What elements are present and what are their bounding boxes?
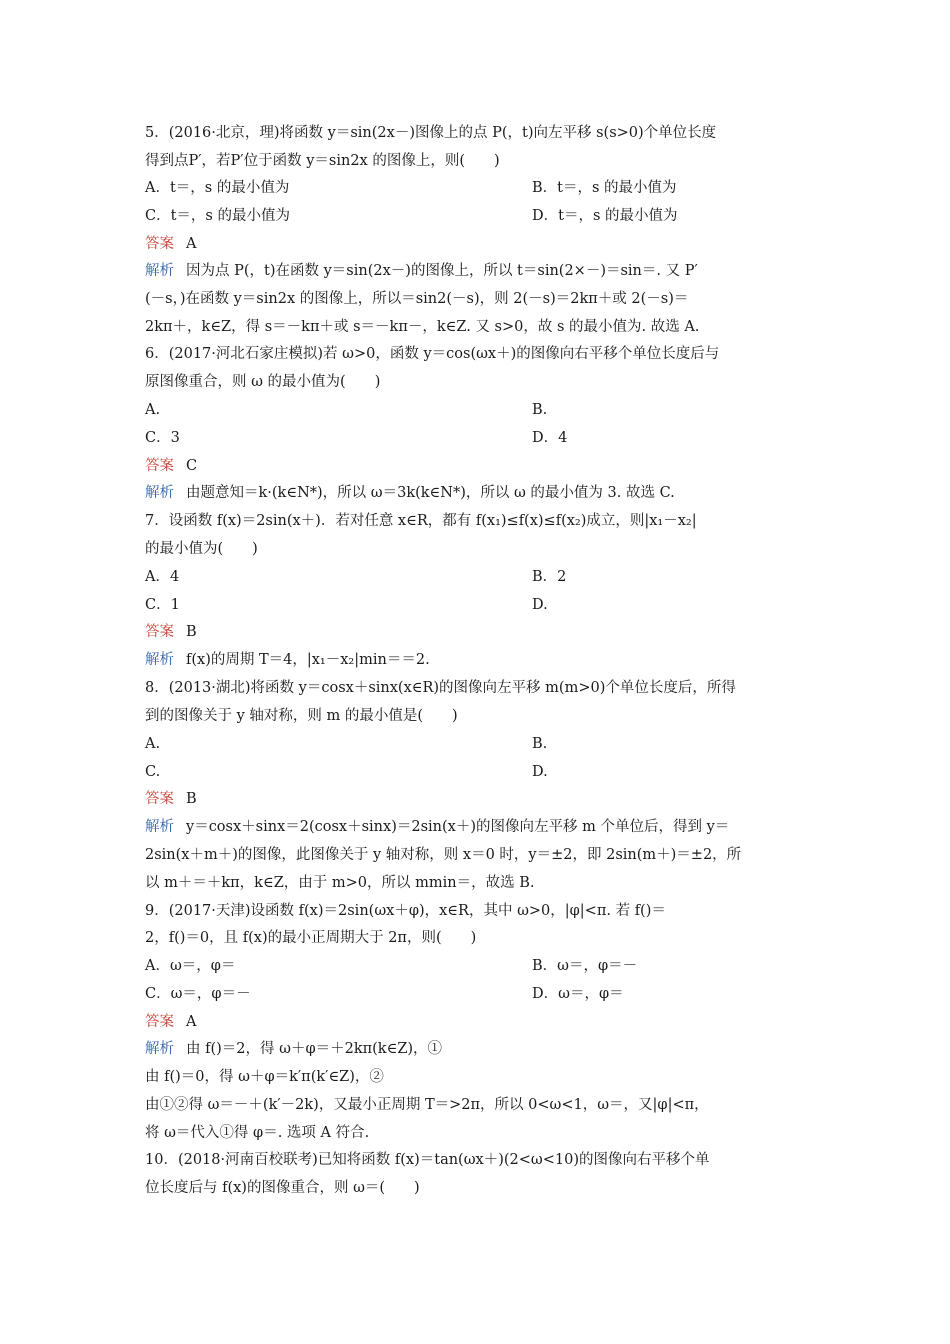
q9-option-d: D．ω＝，φ＝	[532, 986, 624, 1002]
q9-answer-line	[145, 1012, 196, 1032]
q6-answer-line	[145, 456, 197, 476]
q7-answer-value: B	[186, 624, 197, 640]
q8-answer-line	[145, 789, 197, 809]
q5-option-b: B．t＝，s 的最小值为	[532, 180, 677, 196]
q5-stem-line1: 5．(2016·北京，理)将函数 y＝sin(2x－)图像上的点 P(，t)向左平移 s(s>0)个单位长度	[145, 125, 717, 141]
q7-stem-line1: 7．设函数 f(x)＝2sin(x＋)．若对任意 x∈R，都有 f(x₁)≤f(x)≤f(x₂)成立，则|x₁－x₂|	[145, 513, 697, 529]
q8-solution-text1: y＝cosx＋sinx＝2(cosx＋sinx)＝2sin(x＋)的图像向左平移 m 个单位后，得到 y＝	[186, 819, 730, 835]
q5-option-d: D．t＝，s 的最小值为	[532, 208, 678, 224]
q7-option-b: B．2	[532, 569, 567, 585]
solution-label: 解析	[145, 485, 174, 501]
q5-solution-line2: (－s，)在函数 y＝sin2x 的图像上，所以＝sin2(－s)，则 2(－s)＝2kπ＋或 2(－s)＝	[145, 291, 689, 307]
solution-label: 解析	[145, 819, 174, 835]
answer-label: 答案	[145, 791, 174, 807]
q5-option-a: A．t＝，s 的最小值为	[145, 180, 290, 196]
q5-option-c: C．t＝，s 的最小值为	[145, 208, 290, 224]
q6-option-c: C．3	[145, 430, 180, 446]
q8-option-a: A.	[145, 736, 161, 752]
solution-label: 解析	[145, 652, 174, 668]
q9-stem-line1: 9．(2017·天津)设函数 f(x)＝2sin(ωx＋φ)，x∈R，其中 ω>0，|φ|<π. 若 f()＝	[145, 903, 666, 919]
q7-option-d: D.	[532, 597, 548, 613]
q6-option-b: B.	[532, 402, 548, 418]
q5-answer-value: A	[186, 236, 197, 252]
q9-solution-line4: 将 ω＝代入①得 φ＝. 选项 A 符合.	[145, 1125, 370, 1141]
q5-answer-line	[145, 234, 196, 254]
q7-solution-line1	[145, 650, 430, 670]
q9-option-a: A．ω＝，φ＝	[145, 958, 236, 974]
solution-label: 解析	[145, 1041, 174, 1057]
q8-option-d: D.	[532, 764, 548, 780]
q9-stem-line2: 2，f()＝0，且 f(x)的最小正周期大于 2π，则( )	[145, 930, 477, 946]
q9-solution-line1	[145, 1039, 442, 1059]
q5-solution-text1: 因为点 P(，t)在函数 y＝sin(2x－)的图像上，所以 t＝sin(2×－)＝sin＝. 又 P′	[186, 263, 698, 279]
q8-answer-value: B	[186, 791, 197, 807]
q5-solution-line1	[145, 261, 698, 281]
q6-option-a: A.	[145, 402, 161, 418]
q6-solution-text1: 由题意知＝k·(k∈N*)，所以 ω＝3k(k∈N*)，所以 ω 的最小值为 3. 故选 C.	[186, 485, 675, 501]
q8-solution-line2: 2sin(x＋m＋)的图像，此图像关于 y 轴对称，则 x＝0 时，y＝±2，即 2sin(m＋)＝±2，所	[145, 847, 742, 863]
q9-solution-line2: 由 f()＝0，得 ω＋φ＝k′π(k′∈Z)，②	[145, 1069, 384, 1085]
q8-solution-line3: 以 m＋＝＋kπ，k∈Z，由于 m>0，所以 mmin＝，故选 B.	[145, 875, 535, 891]
q9-answer-value: A	[186, 1014, 197, 1030]
q9-solution-text1: 由 f()＝2，得 ω＋φ＝＋2kπ(k∈Z)，①	[186, 1041, 443, 1057]
q5-stem-line2: 得到点P′，若P′位于函数 y＝sin2x 的图像上，则( )	[145, 153, 500, 169]
q7-option-a: A．4	[145, 569, 180, 585]
q8-option-c: C.	[145, 764, 161, 780]
q7-option-c: C．1	[145, 597, 180, 613]
q9-option-b: B．ω＝，φ＝－	[532, 958, 638, 974]
q7-answer-line	[145, 622, 197, 642]
answer-label: 答案	[145, 458, 174, 474]
q5-solution-line3: 2kπ＋，k∈Z，得 s＝－kπ＋或 s＝－kπ－，k∈Z. 又 s>0，故 s 的最小值为. 故选 A.	[145, 319, 700, 335]
q8-stem-line2: 到的图像关于 y 轴对称，则 m 的最小值是( )	[145, 708, 458, 724]
q6-option-d: D．4	[532, 430, 568, 446]
q10-stem-line2: 位长度后与 f(x)的图像重合，则 ω＝( )	[145, 1180, 420, 1196]
q7-solution-text1: f(x)的周期 T＝4，|x₁－x₂|min＝＝2.	[186, 652, 430, 668]
q8-stem-line1: 8．(2013·湖北)将函数 y＝cosx＋sinx(x∈R)的图像向左平移 m(m>0)个单位长度后，所得	[145, 680, 736, 696]
q6-stem-line1: 6．(2017·河北石家庄模拟)若 ω>0，函数 y＝cos(ωx＋)的图像向右平移个单位长度后与	[145, 346, 720, 362]
q6-stem-line2: 原图像重合，则 ω 的最小值为( )	[145, 374, 381, 390]
q7-stem-line2: 的最小值为( )	[145, 541, 258, 557]
answer-label: 答案	[145, 624, 174, 640]
q8-option-b: B.	[532, 736, 548, 752]
q8-solution-line1	[145, 817, 729, 837]
q9-option-c: C．ω＝，φ＝－	[145, 986, 251, 1002]
answer-label: 答案	[145, 236, 174, 252]
q9-solution-line3: 由①②得 ω＝－＋(k′－2k)，又最小正周期 T＝>2π，所以 0<ω<1，ω＝，又|φ|<π，	[145, 1097, 709, 1113]
q10-stem-line1: 10．(2018·河南百校联考)已知将函数 f(x)＝tan(ωx＋)(2<ω<10)的图像向右平移个单	[145, 1152, 710, 1168]
answer-label: 答案	[145, 1014, 174, 1030]
q6-solution-line1	[145, 483, 675, 503]
q6-answer-value: C	[186, 458, 198, 474]
solution-label: 解析	[145, 263, 174, 279]
